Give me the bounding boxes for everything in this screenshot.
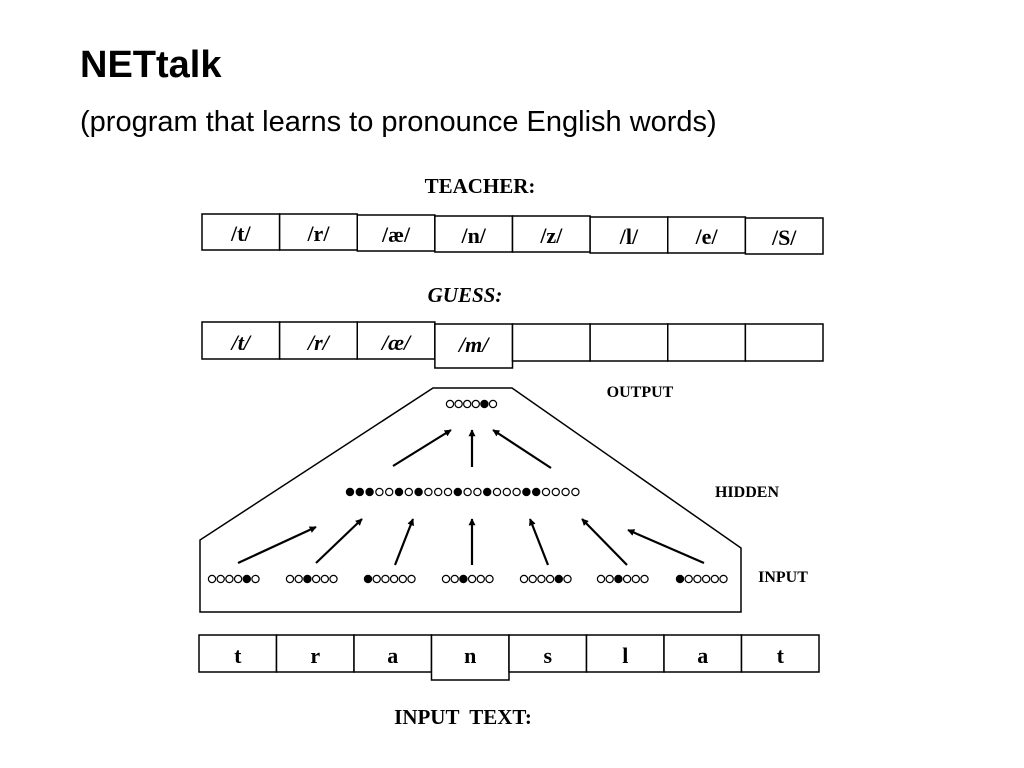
inactive-unit (321, 575, 328, 582)
guess-cell (513, 324, 591, 361)
active-unit (615, 575, 622, 582)
hidden-units (346, 488, 579, 495)
inactive-unit (235, 575, 242, 582)
teacher-phoneme: /l/ (619, 224, 639, 249)
inactive-unit (477, 575, 484, 582)
inactive-unit (313, 575, 320, 582)
hidden-label: HIDDEN (714, 484, 780, 501)
inactive-unit (493, 488, 500, 495)
inactive-unit (405, 488, 412, 495)
inactive-unit (286, 575, 293, 582)
inactive-unit (408, 575, 415, 582)
inactive-unit (295, 575, 302, 582)
inactive-unit (391, 575, 398, 582)
inactive-unit (562, 488, 569, 495)
inactive-unit (489, 400, 496, 407)
inactive-unit (474, 488, 481, 495)
inactive-unit (486, 575, 493, 582)
inactive-unit (597, 575, 604, 582)
teacher-phoneme: /r/ (307, 221, 330, 246)
inactive-unit (564, 575, 571, 582)
teacher-label: TEACHER: (424, 174, 536, 198)
inactive-unit (330, 575, 337, 582)
inactive-unit (703, 575, 710, 582)
output-units (446, 400, 496, 407)
inactive-unit (226, 575, 233, 582)
teacher-phoneme: /S/ (771, 225, 797, 250)
inactive-unit (376, 488, 383, 495)
teacher-phoneme: /æ/ (382, 222, 411, 247)
active-unit (555, 575, 562, 582)
inactive-unit (572, 488, 579, 495)
input-to-hidden-arrow (395, 519, 413, 565)
guess-cell (590, 324, 668, 361)
active-unit (243, 575, 250, 582)
guess-phoneme: /æ/ (382, 330, 411, 355)
active-unit (460, 575, 467, 582)
input-label: INPUT (758, 569, 808, 586)
inactive-unit (711, 575, 718, 582)
inactive-unit (399, 575, 406, 582)
input-letter: s (543, 643, 553, 668)
input-to-hidden-arrow (628, 530, 704, 563)
active-unit (484, 488, 491, 495)
guess-cell (745, 324, 823, 361)
teacher-phoneme: /n/ (461, 223, 486, 248)
guess-phoneme: /r/ (308, 330, 329, 355)
inactive-unit (469, 575, 476, 582)
inactive-unit (217, 575, 224, 582)
active-unit (304, 575, 311, 582)
input-letter: a (697, 643, 709, 668)
guess-cell (668, 324, 746, 361)
inactive-unit (425, 488, 432, 495)
inactive-unit (520, 575, 527, 582)
active-unit (523, 488, 530, 495)
guess-phoneme: /t/ (231, 330, 250, 355)
inactive-unit (606, 575, 613, 582)
inactive-unit (552, 488, 559, 495)
output-label: OUTPUT (606, 384, 674, 401)
input-to-hidden-arrow (316, 519, 362, 563)
inactive-unit (451, 575, 458, 582)
inactive-unit (386, 488, 393, 495)
inactive-unit (455, 400, 462, 407)
inactive-unit (382, 575, 389, 582)
active-unit (366, 488, 373, 495)
inactive-unit (435, 488, 442, 495)
input-text-label: INPUT TEXT: (394, 705, 532, 729)
inactive-unit (208, 575, 215, 582)
input-letter: t (776, 643, 784, 668)
inactive-unit (529, 575, 536, 582)
teacher-row (202, 214, 823, 254)
inactive-unit (685, 575, 692, 582)
inactive-unit (542, 488, 549, 495)
input-letter: l (622, 643, 629, 668)
inactive-unit (444, 488, 451, 495)
inactive-unit (464, 488, 471, 495)
guess-row (202, 322, 823, 368)
inactive-unit (252, 575, 259, 582)
active-unit (454, 488, 461, 495)
teacher-phoneme: /z/ (540, 223, 563, 248)
inactive-unit (503, 488, 510, 495)
inactive-unit (513, 488, 520, 495)
inactive-unit (446, 400, 453, 407)
slide-subtitle: (program that learns to pronounce English words) (80, 106, 717, 138)
connection-arrows (238, 430, 704, 565)
inactive-unit (720, 575, 727, 582)
input-text-row (199, 635, 819, 680)
input-letter: n (464, 643, 477, 668)
teacher-phoneme: /e/ (695, 224, 718, 249)
input-to-hidden-arrow (582, 519, 627, 565)
hidden-to-output-arrow (493, 430, 551, 468)
input-to-hidden-arrow (238, 527, 316, 563)
inactive-unit (472, 400, 479, 407)
inactive-unit (442, 575, 449, 582)
active-unit (346, 488, 353, 495)
teacher-phoneme: /t/ (231, 221, 251, 246)
inactive-unit (547, 575, 554, 582)
active-unit (676, 575, 683, 582)
inactive-unit (538, 575, 545, 582)
guess-phoneme: /m/ (459, 332, 489, 357)
active-unit (364, 575, 371, 582)
active-unit (356, 488, 363, 495)
slide-title: NETtalk (80, 44, 222, 86)
input-to-hidden-arrow (530, 519, 548, 565)
input-units (208, 575, 727, 582)
inactive-unit (373, 575, 380, 582)
active-unit (415, 488, 422, 495)
inactive-unit (464, 400, 471, 407)
inactive-unit (694, 575, 701, 582)
input-letter: t (234, 643, 242, 668)
inactive-unit (624, 575, 631, 582)
inactive-unit (641, 575, 648, 582)
inactive-unit (632, 575, 639, 582)
input-letter: a (387, 643, 399, 668)
hidden-to-output-arrow (393, 430, 451, 466)
active-unit (533, 488, 540, 495)
active-unit (395, 488, 402, 495)
input-letter: r (310, 643, 321, 668)
guess-label: GUESS: (427, 283, 503, 307)
active-unit (481, 400, 488, 407)
